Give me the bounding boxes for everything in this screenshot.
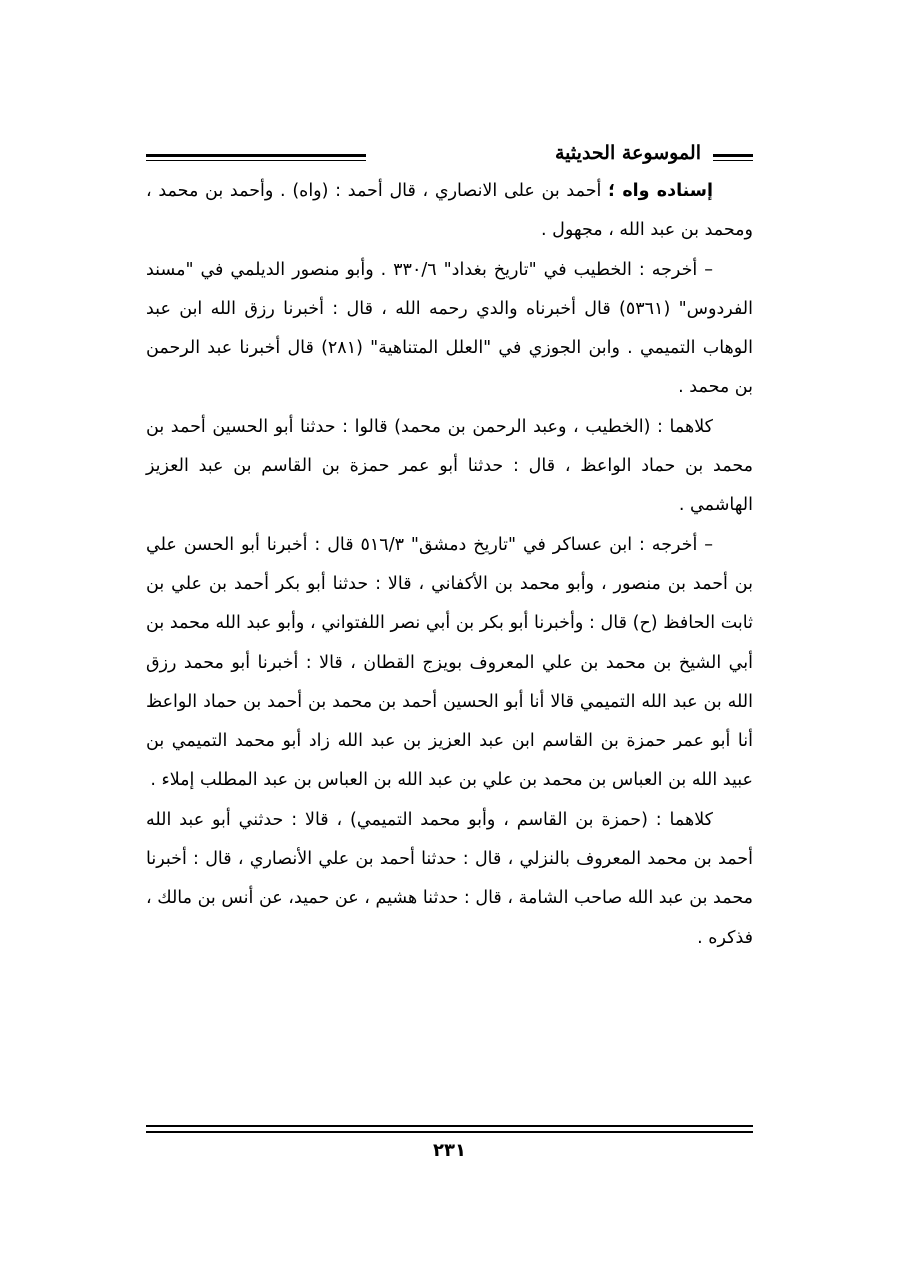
- paragraph-text: كلاهما : (الخطيب ، وعبد الرحمن بن محمد) قالوا : حدثنا أبو الحسين أحمد بن محمد بن حماد الواعظ ، قال : حدثنا أبو عمر حمزة بن القاسم بن عبد العزيز الهاشمي .: [146, 416, 753, 516]
- running-header: [146, 142, 753, 170]
- paragraph-isnad: [146, 172, 753, 251]
- paragraph-takhrij-asakir: [146, 526, 753, 801]
- paragraph-both-khatib: [146, 408, 753, 526]
- paragraph-text: – أخرجه : الخطيب في "تاريخ بغداد" ٣٣٠/٦ . وأبو منصور الديلمي في "مسند الفردوس" (٥٣٦١) قال أخبرناه والدي رحمه الله ، قال : أخبرنا رزق الله ابن عبد الوهاب التميمي . وابن الجوزي في "العلل المتناهية" (٢٨١) قال أخبرنا عبد الرحمن بن محمد .: [146, 259, 753, 398]
- paragraph-text: أحمد بن على الانصاري ، قال أحمد : (واه) . وأحمد بن محمد ، ومحمد بن عبد الله ، مجهول .: [146, 181, 753, 241]
- paragraph-text: كلاهما : (حمزة بن القاسم ، وأبو محمد التميمي) ، قالا : حدثني أبو عبد الله أحمد بن محمد المعروف بالنزلي ، قال : حدثنا أحمد بن علي الأنصاري ، قال : أخبرنا محمد بن عبد الله صاحب الشامة ، قال : حدثنا هشيم ، عن حميد، عن أنس بن مالك ، فذكره .: [146, 809, 753, 948]
- header-rule-right: [713, 154, 753, 161]
- paragraph-text: – أخرجه : ابن عساكر في "تاريخ دمشق" ٥١٦/٣ قال : أخبرنا أبو الحسن علي بن أحمد بن منصور ، وأبو محمد بن الأكفاني ، قالا : حدثنا أبو بكر أحمد بن علي بن ثابت الحافظ (ح) قال : وأخبرنا أبو بكر بن أبي نصر اللفتواني ، وأبو عبد الله محمد بن أبي الشيخ بن محمد بن علي المعروف بويزج القطان ، قالا : أخبرنا أبو محمد رزق الله بن عبد الله التميمي قالا أنا أبو الحسين أحمد بن محمد بن أحمد بن حماد الواعظ أنا أبو عمر حمزة بن القاسم ابن عبد العزيز بن عبد الله زاد أبو محمد التميمي بن عبيد الله بن العباس بن محمد بن علي بن عبد الله بن العباس بن عبد المطلب إملاء .: [146, 534, 753, 791]
- header-title: الموسوعة الحديثية: [555, 142, 701, 164]
- page-number: ٢٣١: [433, 1140, 466, 1161]
- paragraph-both-hamza: [146, 801, 753, 958]
- header-rule-left: [146, 154, 366, 161]
- paragraph-takhrij-khatib: [146, 251, 753, 408]
- paragraph-lead: إسناده واه ؛: [608, 181, 713, 201]
- page-body: [146, 172, 753, 958]
- footer-rule: [146, 1125, 753, 1133]
